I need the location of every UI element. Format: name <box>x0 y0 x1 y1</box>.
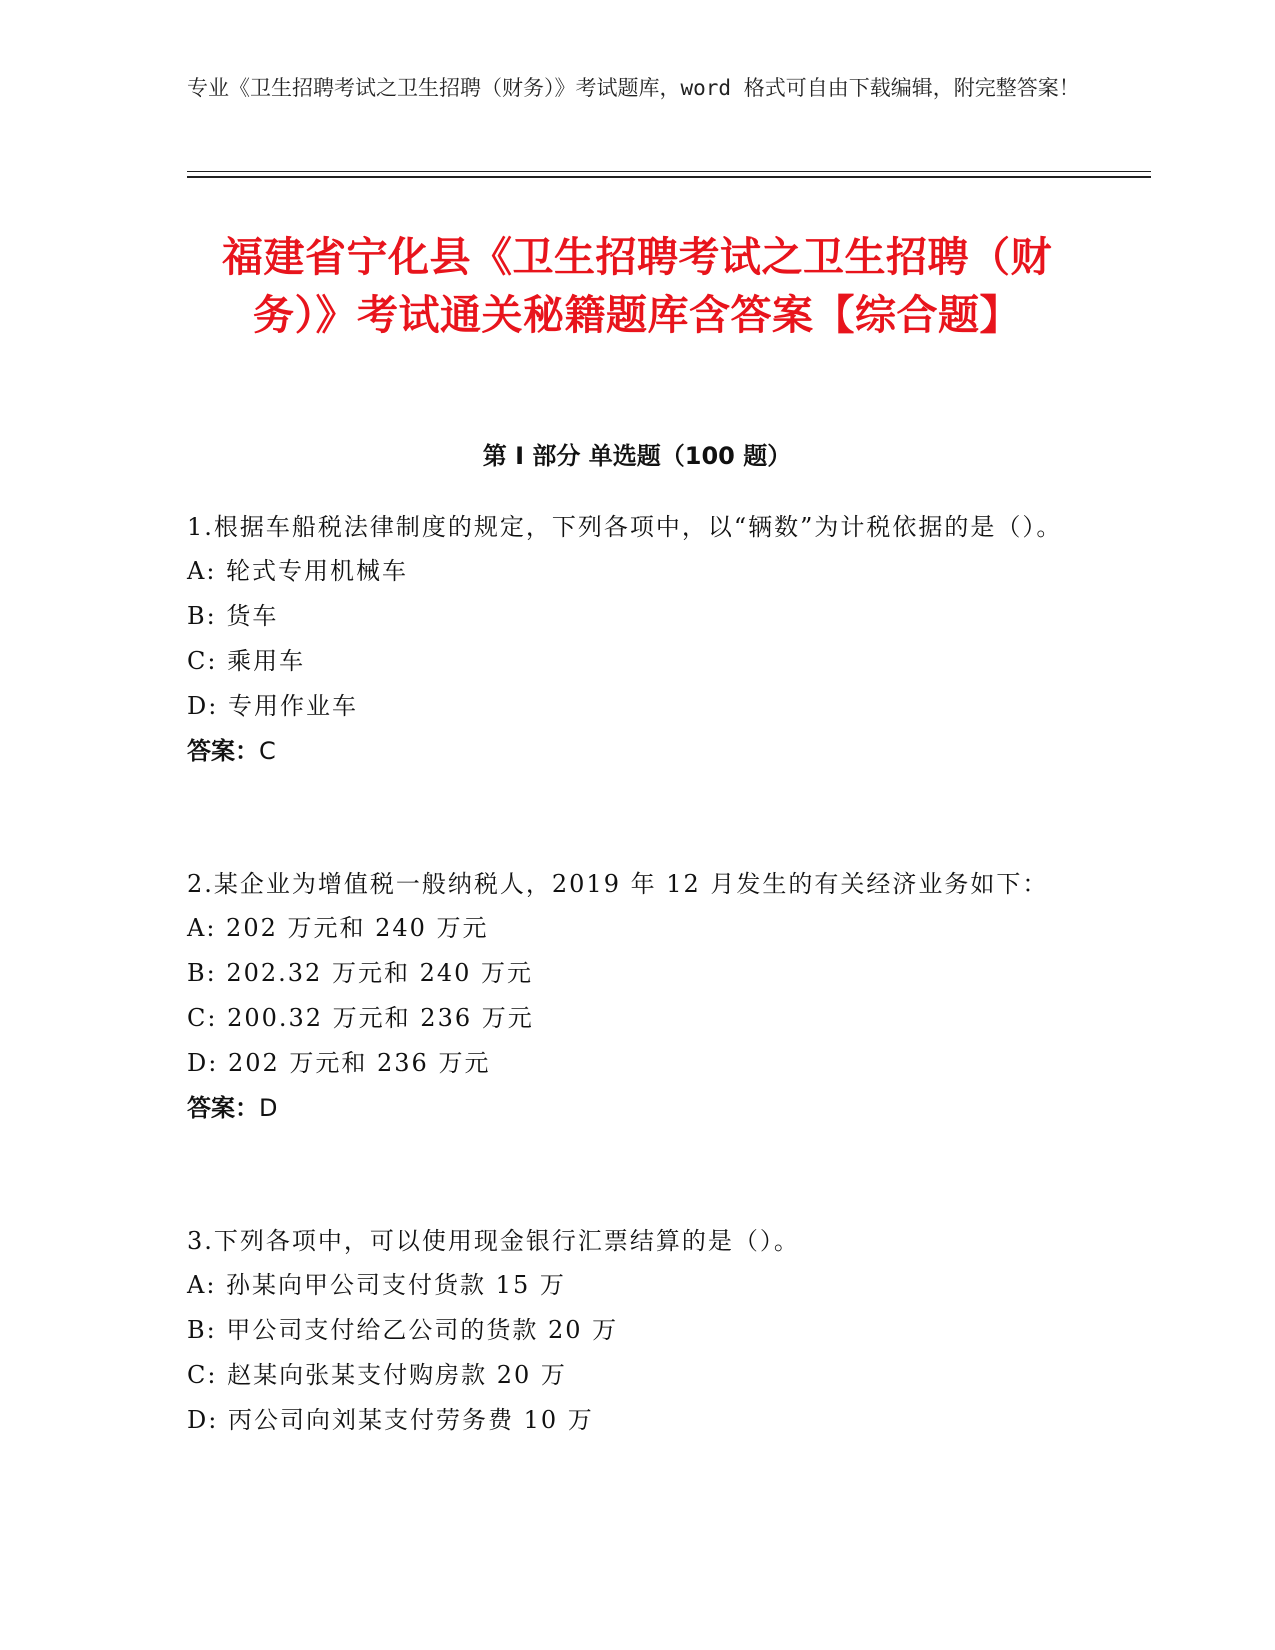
question-1 <box>187 505 1087 774</box>
document-title: 福建省宁化县《卫生招聘考试之卫生招聘（财务）》考试通关秘籍题库含答案【综合题】 <box>222 233 1052 339</box>
question-option-d: D: 专用作业车 <box>187 692 358 720</box>
question-option-b: B: 202.32 万元和 240 万元 <box>187 959 534 987</box>
header-rule-thick <box>187 176 1151 178</box>
answer-value: D <box>259 1094 278 1122</box>
question-option-d: D: 202 万元和 236 万元 <box>187 1049 491 1077</box>
question-stem: 3.下列各项中，可以使用现金银行汇票结算的是（）。 <box>187 1227 800 1255</box>
question-option-a: A: 202 万元和 240 万元 <box>187 914 489 942</box>
question-option-c: C: 200.32 万元和 236 万元 <box>187 1004 534 1032</box>
question-stem: 1.根据车船税法律制度的规定，下列各项中，以“辆数”为计税依据的是（）。 <box>187 513 1063 541</box>
answer-label: 答案： <box>187 737 259 765</box>
answer-value: C <box>259 737 276 765</box>
question-option-d: D: 丙公司向刘某支付劳务费 10 万 <box>187 1406 594 1434</box>
question-option-a: A: 孙某向甲公司支付货款 15 万 <box>187 1271 566 1299</box>
question-option-b: B: 甲公司支付给乙公司的货款 20 万 <box>187 1316 619 1344</box>
question-3 <box>187 1219 1087 1443</box>
section-title: 第 I 部分 单选题（100 题） <box>482 442 792 470</box>
question-option-c: C: 乘用车 <box>187 647 306 675</box>
header-note: 专业《卫生招聘考试之卫生招聘（财务）》考试题库，word 格式可自由下载编辑，附完整答案！ <box>187 76 1080 100</box>
question-answer <box>187 1086 1087 1131</box>
question-answer <box>187 729 1087 774</box>
question-option-b: B: 货车 <box>187 602 279 630</box>
question-2 <box>187 862 1087 1131</box>
header-rule-thin <box>187 171 1151 172</box>
question-option-c: C: 赵某向张某支付购房款 20 万 <box>187 1361 567 1389</box>
question-stem: 2.某企业为增值税一般纳税人，2019 年 12 月发生的有关经济业务如下： <box>187 870 1049 898</box>
answer-label: 答案： <box>187 1094 259 1122</box>
question-option-a: A: 轮式专用机械车 <box>187 557 409 585</box>
